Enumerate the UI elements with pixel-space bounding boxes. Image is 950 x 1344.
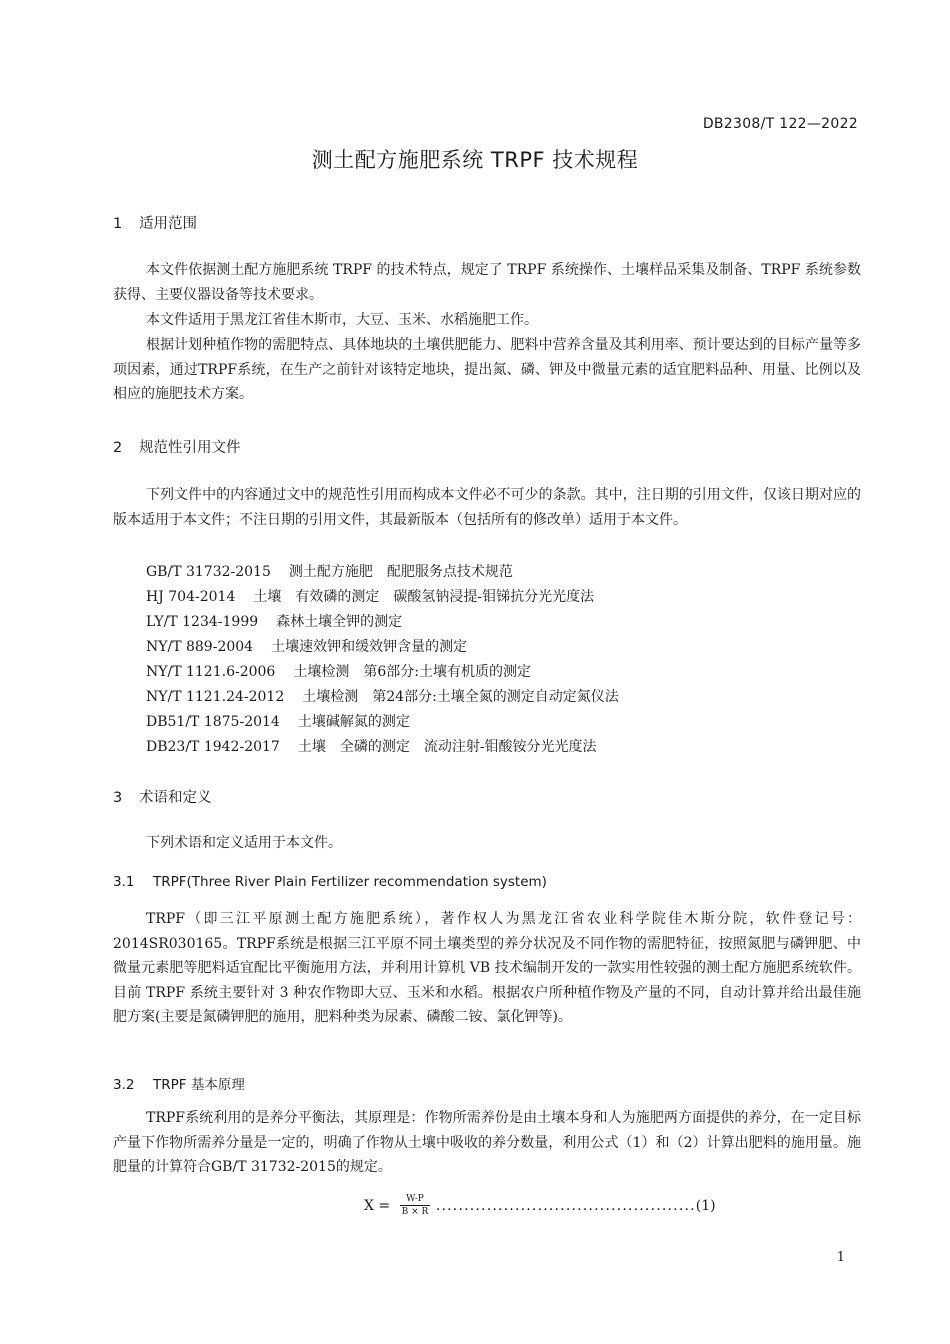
page-number: 1 xyxy=(836,1250,845,1265)
subsection-3-1-paragraph: TRPF（即三江平原测土配方施肥系统），著作权人为黑龙江省农业科学院佳木斯分院，软件登记号：2014SR030165。TRPF系统是根据三江平原不同土壤类型的养分状况及不同作物的需肥特征，按照氮肥与磷钾肥、中微量元素肥等肥料适宜配比平衡施用方法，并利用计算机 VB 技术编制开发的一款实用性较强的测土配方施肥系统软件。目前 TRPF 系统主要针对 3 种农作物即大豆、玉米和水稻。根据农户所种植作物及产量的不同，自动计算并给出最佳施肥方案(主要是氮磷钾肥的施用，肥料种类为尿素、磷酸二铵、氯化钾等)。 xyxy=(113,911,861,1026)
reference-item: HJ 704-2014 土壤 有效磷的测定 碳酸氢钠浸提-钼锑抗分光光度法 xyxy=(146,589,595,605)
reference-item: NY/T 1121.6-2006 土壤检测 第6部分:土壤有机质的测定 xyxy=(146,664,531,680)
section-1-paragraph-3: 根据计划种植作物的需肥特点、具体地块的土壤供肥能力、肥料中营养含量及其利用率、预计要达到的目标产量等多项因素，通过TRPF系统，在生产之前针对该特定地块，提出氮、磷、钾及中微量元素的适宜肥料品种、用量、比例以及相应的施肥技术方案。 xyxy=(113,337,861,403)
standard-code: DB2308/T 122—2022 xyxy=(702,116,858,132)
reference-item: GB/T 31732-2015 测土配方施肥 配肥服务点技术规范 xyxy=(146,564,513,580)
subsection-3-2-paragraph: TRPF系统利用的是养分平衡法，其原理是：作物所需养份是由土壤本身和人为施肥两方面提供的养分，在一定目标产量下作物所需养分量是一定的，明确了作物从土壤中吸收的养分数量，利用公式（1）和（2）计算出肥料的施用量。施肥量的计算符合GB/T 31732-2015的规定。 xyxy=(113,1110,861,1176)
section-title: 规范性引用文件 xyxy=(139,440,241,456)
subsection-3-1-heading xyxy=(113,874,547,890)
formula-denominator: B × R xyxy=(401,1207,429,1217)
subsection-number: 3.2 xyxy=(113,1077,135,1093)
reference-item: NY/T 1121.24-2012 土壤检测 第24部分:土壤全氮的测定自动定氮仪法 xyxy=(146,689,619,705)
section-number: 1 xyxy=(113,216,123,232)
section-2-heading xyxy=(113,436,241,457)
formula-numerator: W-P xyxy=(400,1194,430,1206)
section-3-heading xyxy=(113,786,212,807)
section-title: 适用范围 xyxy=(139,216,197,232)
subsection-title: TRPF 基本原理 xyxy=(153,1077,245,1093)
reference-item: NY/T 889-2004 土壤速效钾和缓效钾含量的测定 xyxy=(146,639,468,655)
section-2-intro: 下列文件中的内容通过文中的规范性引用而构成本文件必不可少的条款。其中，注日期的引用文件，仅该日期对应的版本适用于本文件；不注日期的引用文件，其最新版本（包括所有的修改单）适用于本文件。 xyxy=(113,487,861,528)
formula-label: (1) xyxy=(695,1197,716,1214)
subsection-number: 3.1 xyxy=(113,874,135,890)
section-number: 3 xyxy=(113,790,123,806)
reference-item: LY/T 1234-1999 森林土壤全钾的测定 xyxy=(146,614,403,630)
section-title: 术语和定义 xyxy=(139,790,212,806)
formula-fraction xyxy=(400,1194,430,1217)
section-1-paragraph-2: 本文件适用于黑龙江省佳木斯市，大豆、玉米、水稻施肥工作。 xyxy=(146,312,538,328)
formula-1 xyxy=(364,1194,716,1217)
reference-item: DB23/T 1942-2017 土壤 全磷的测定 流动注射-钼酸铵分光光度法 xyxy=(146,739,597,755)
section-1-paragraph-1: 本文件依据测土配方施肥系统 TRPF 的技术特点，规定了 TRPF 系统操作、土壤样品采集及制备、TRPF 系统参数获得、主要仪器设备等技术要求。 xyxy=(113,262,861,303)
reference-item: DB51/T 1875-2014 土壤碱解氮的测定 xyxy=(146,714,410,730)
subsection-title: TRPF(Three River Plain Fertilizer recommendation system) xyxy=(153,874,547,890)
section-number: 2 xyxy=(113,440,123,456)
document-title: 测土配方施肥系统 TRPF 技术规程 xyxy=(311,148,639,172)
section-3-intro: 下列术语和定义适用于本文件。 xyxy=(146,835,342,851)
formula-leader: .............................................. xyxy=(435,1197,696,1214)
subsection-3-2-heading xyxy=(113,1073,245,1093)
section-1-heading xyxy=(113,212,197,233)
formula-lhs: X = xyxy=(364,1197,391,1214)
